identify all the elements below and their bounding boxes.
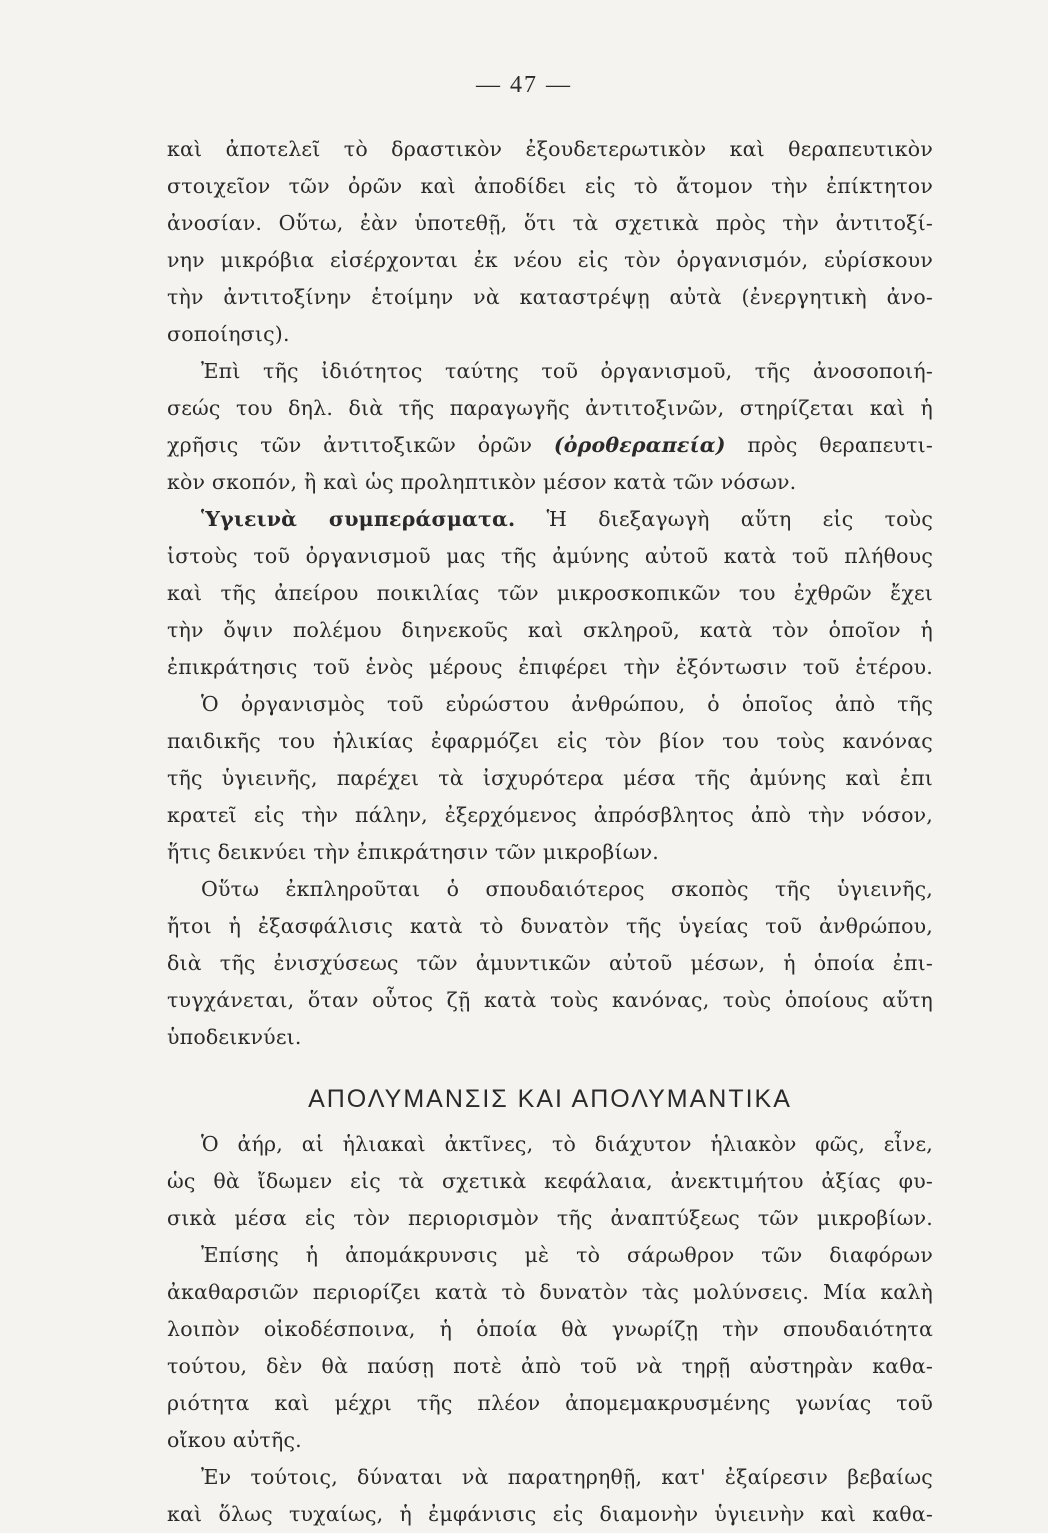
text-line: ὡς θὰ ἴδωμεν εἰς τὰ σχετικὰ κεφάλαια, ἀνεκτιμήτου ἀξίας φυ-: [167, 1169, 933, 1193]
section-heading: ΑΠΟΛΥΜΑΝΣΙΣ ΚΑΙ ΑΠΟΛΥΜΑΝΤΙΚΑ: [308, 1085, 792, 1113]
text-line: ὑποδεικνύει.: [167, 1025, 302, 1049]
page-number: — 47 —: [476, 72, 572, 98]
text-line: Ἐν τούτοις, δύναται νὰ παρατηρηθῇ, κατ' ἐξαίρεσιν βεβαίως: [201, 1465, 933, 1489]
text-line: [167, 427, 933, 464]
text-line: Ὁ ἀήρ, αἱ ἡλιακαὶ ἀκτῖνες, τὸ διάχυτον ἡλιακὸν φῶς, εἶνε,: [201, 1132, 933, 1156]
text-line: καὶ ὅλως τυχαίως, ἡ ἐμφάνισις εἰς διαμονὴν ὑγιεινὴν καὶ καθα-: [167, 1502, 933, 1526]
paragraph-8: [167, 1459, 933, 1533]
text-line: λοιπὸν οἰκοδέσποινα, ἡ ὁποία θὰ γνωρίζῃ τὴν σπουδαιότητα: [167, 1317, 933, 1341]
text-line: κὸν σκοπόν, ἢ καὶ ὡς προληπτικὸν μέσον κατὰ τῶν νόσων.: [167, 470, 797, 494]
section-lead-heading: Ὑγιεινὰ συμπεράσματα.: [201, 507, 516, 531]
paragraph-1: [167, 131, 933, 353]
text-line: νην μικρόβια εἰσέρχονται ἐκ νέου εἰς τὸν ὀργανισμόν, εὑρίσκουν: [167, 248, 933, 272]
paragraph-4: [167, 686, 933, 871]
text-line: σικὰ μέσα εἰς τὸν περιορισμὸν τῆς ἀναπτύξεως τῶν μικροβίων.: [167, 1206, 933, 1230]
italic-term: (ὀροθεραπεία): [553, 433, 726, 457]
text-line: ἀκαθαρσιῶν περιορίζει κατὰ τὸ δυνατὸν τὰς μολύνσεις. Μία καλὴ: [167, 1280, 933, 1304]
paragraph-2: [167, 353, 933, 501]
text-line: τυγχάνεται, ὅταν οὗτος ζῇ κατὰ τοὺς κανόνας, τοὺς ὁποίους αὕτη: [167, 988, 933, 1012]
text-line: Ὁ ὀργανισμὸς τοῦ εὐρώστου ἀνθρώπου, ὁ ὁποῖος ἀπὸ τῆς: [201, 692, 933, 716]
paragraph-6: [167, 1126, 933, 1237]
text-line: τὴν ὄψιν πολέμου διηνεκοῦς καὶ σκληροῦ, κατὰ τὸν ὁποῖον ἡ: [167, 618, 933, 642]
paragraph-7: [167, 1237, 933, 1459]
text-fragment: χρῆσις τῶν ἀντιτοξικῶν ὀρῶν: [167, 433, 554, 457]
text-line: τὴν ἀντιτοξίνην ἑτοίμην νὰ καταστρέψῃ αὐτὰ (ἐνεργητικὴ ἀνο-: [167, 285, 933, 309]
text-line: οἴκου αὐτῆς.: [167, 1428, 302, 1452]
text-line: ἤτοι ἡ ἐξασφάλισις κατὰ τὸ δυνατὸν τῆς ὑγείας τοῦ ἀνθρώπου,: [167, 914, 933, 938]
text-line: Ἐπίσης ἡ ἀπομάκρυνσις μὲ τὸ σάρωθρον τῶν διαφόρων: [201, 1243, 933, 1267]
text-line: καὶ ἀποτελεῖ τὸ δραστικὸν ἐξουδετερωτικὸν καὶ θεραπευτικὸν: [167, 137, 933, 161]
text-line: διὰ τῆς ἐνισχύσεως τῶν ἀμυντικῶν αὐτοῦ μέσων, ἡ ὁποία ἐπι-: [167, 951, 933, 975]
text-line: τούτου, δὲν θὰ παύσῃ ποτὲ ἀπὸ τοῦ νὰ τηρῇ αὐστηρὰν καθα-: [167, 1354, 933, 1378]
text-line: ἥτις δεικνύει τὴν ἐπικράτησιν τῶν μικροβίων.: [167, 840, 660, 864]
text-line: τῆς ὑγιεινῆς, παρέχει τὰ ἰσχυρότερα μέσα τῆς ἀμύνης καὶ ἐπι: [167, 766, 933, 790]
text-line: παιδικῆς του ἡλικίας ἐφαρμόζει εἰς τὸν βίον του τοὺς κανόνας: [167, 729, 933, 753]
text-line: ἐπικράτησις τοῦ ἑνὸς μέρους ἐπιφέρει τὴν ἐξόντωσιν τοῦ ἑτέρου.: [167, 655, 933, 679]
text-line: σεώς του δηλ. διὰ τῆς παραγωγῆς ἀντιτοξινῶν, στηρίζεται καὶ ἡ: [167, 396, 933, 420]
paragraph-5: [167, 871, 933, 1056]
text-fragment: Ἡ διεξαγωγὴ αὕτη εἰς τοὺς: [515, 507, 933, 531]
body-text: [167, 131, 933, 1533]
text-line: Οὕτω ἐκπληροῦται ὁ σπουδαιότερος σκοπὸς τῆς ὑγιεινῆς,: [201, 877, 933, 901]
paragraph-3: [167, 501, 933, 686]
text-line: κρατεῖ εἰς τὴν πάλην, ἐξερχόμενος ἀπρόσβλητος ἀπὸ τὴν νόσον,: [167, 803, 933, 827]
text-line: ριότητα καὶ μέχρι τῆς πλέον ἀπομεμακρυσμένης γωνίας τοῦ: [167, 1391, 933, 1415]
text-line: καὶ τῆς ἀπείρου ποικιλίας τῶν μικροσκοπικῶν του ἐχθρῶν ἔχει: [167, 581, 933, 605]
text-fragment: πρὸς θεραπευτι-: [725, 433, 933, 457]
text-line: [167, 501, 933, 538]
text-line: ἀνοσίαν. Οὕτω, ἐὰν ὑποτεθῇ, ὅτι τὰ σχετικὰ πρὸς τὴν ἀντιτοξί-: [167, 211, 933, 235]
text-line: Ἐπὶ τῆς ἰδιότητος ταύτης τοῦ ὀργανισμοῦ, τῆς ἀνοσοποιή-: [201, 359, 933, 383]
text-line: σοποίησις).: [167, 322, 290, 346]
text-line: στοιχεῖον τῶν ὀρῶν καὶ ἀποδίδει εἰς τὸ ἄτομον τὴν ἐπίκτητον: [167, 174, 933, 198]
text-line: ἱστοὺς τοῦ ὀργανισμοῦ μας τῆς ἀμύνης αὐτοῦ κατὰ τοῦ πλήθους: [167, 544, 933, 568]
